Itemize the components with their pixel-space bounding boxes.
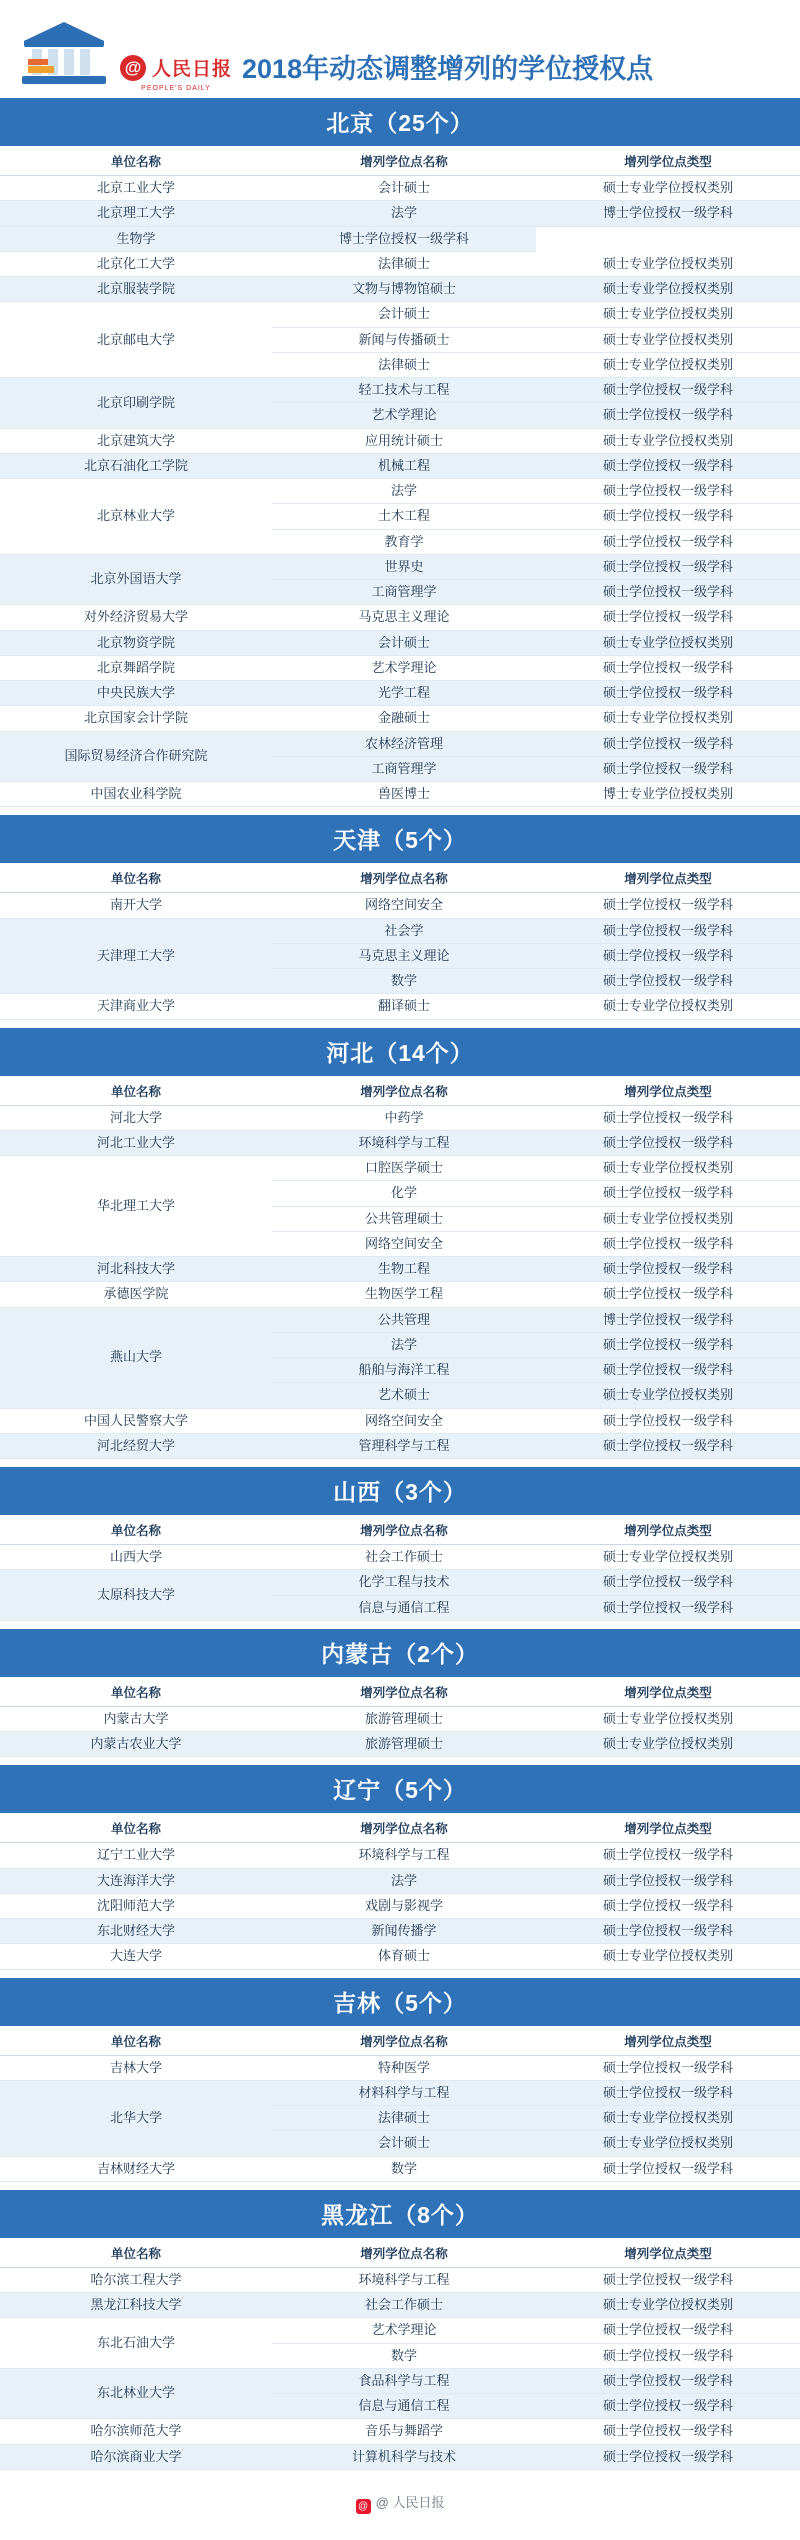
table-row xyxy=(0,277,800,302)
degree-point-type-cell: 硕士专业学位授权类别 xyxy=(536,1944,800,1969)
table-row xyxy=(0,655,800,680)
degree-point-type-cell: 硕士学位授权一级学科 xyxy=(536,918,800,943)
table-row xyxy=(0,731,800,756)
degree-point-name-cell: 旅游管理硕士 xyxy=(272,1706,536,1731)
degree-point-type-cell: 硕士专业学位授权类别 xyxy=(536,2131,800,2156)
table-row xyxy=(0,918,800,943)
degree-point-type-cell: 硕士学位授权一级学科 xyxy=(536,479,800,504)
table-row xyxy=(0,1868,800,1893)
unit-name-cell: 太原科技大学 xyxy=(0,1570,272,1621)
degree-point-name-cell: 机械工程 xyxy=(272,453,536,478)
unit-name-cell: 哈尔滨工程大学 xyxy=(0,2267,272,2292)
degree-point-name-cell: 食品科学与工程 xyxy=(272,2368,536,2393)
section-spacer xyxy=(0,1020,800,1028)
degree-point-name-cell: 农林经济管理 xyxy=(272,731,536,756)
unit-name-cell: 吉林大学 xyxy=(0,2055,272,2080)
degree-point-type-cell: 硕士专业学位授权类别 xyxy=(536,1545,800,1570)
degree-point-type-cell: 硕士学位授权一级学科 xyxy=(536,731,800,756)
unit-name-cell: 中国农业科学院 xyxy=(0,782,272,807)
degree-point-name-cell: 新闻传播学 xyxy=(272,1919,536,1944)
table-row xyxy=(0,1570,800,1595)
degree-point-type-cell: 硕士专业学位授权类别 xyxy=(536,327,800,352)
unit-name-cell: 内蒙古大学 xyxy=(0,1706,272,1731)
section-spacer xyxy=(0,1621,800,1629)
degree-point-type-cell: 硕士学位授权一级学科 xyxy=(536,2343,800,2368)
province-band: 辽宁（5个） xyxy=(0,1765,800,1813)
unit-name-cell: 北京服装学院 xyxy=(0,277,272,302)
unit-name-cell: 北京外国语大学 xyxy=(0,554,272,605)
degree-point-type-cell: 硕士专业学位授权类别 xyxy=(536,1383,800,1408)
column-header: 增列学位点名称 xyxy=(272,146,536,176)
degree-point-name-cell: 体育硕士 xyxy=(272,1944,536,1969)
degree-point-type-cell: 硕士学位授权一级学科 xyxy=(536,1595,800,1620)
brand-subtitle: PEOPLE'S DAILY xyxy=(141,85,211,92)
degree-point-name-cell: 信息与通信工程 xyxy=(272,2394,536,2419)
column-header: 增列学位点类型 xyxy=(536,1677,800,1707)
degree-point-type-cell: 博士学位授权一级学科 xyxy=(272,226,536,251)
table-row xyxy=(0,1732,800,1757)
degree-point-type-cell: 硕士学位授权一级学科 xyxy=(536,1282,800,1307)
degree-point-name-cell: 世界史 xyxy=(272,554,536,579)
brand-block xyxy=(120,54,232,92)
column-header: 增列学位点名称 xyxy=(272,1677,536,1707)
degree-point-type-cell: 硕士学位授权一级学科 xyxy=(536,1919,800,1944)
unit-name-cell: 东北石油大学 xyxy=(0,2318,272,2369)
degree-point-type-cell: 硕士专业学位授权类别 xyxy=(536,277,800,302)
table-row xyxy=(0,1433,800,1458)
degree-point-name-cell: 环境科学与工程 xyxy=(272,1130,536,1155)
degree-point-name-cell: 艺术学理论 xyxy=(272,403,536,428)
degree-point-type-cell: 博士专业学位授权类别 xyxy=(536,782,800,807)
degree-point-name-cell: 信息与通信工程 xyxy=(272,1595,536,1620)
at-icon: @ xyxy=(120,55,146,81)
province-band: 内蒙古（2个） xyxy=(0,1629,800,1677)
weibo-icon: @ xyxy=(356,2499,371,2514)
province-table xyxy=(0,1813,800,1969)
degree-point-type-cell: 硕士学位授权一级学科 xyxy=(536,1231,800,1256)
table-row xyxy=(0,1843,800,1868)
column-header: 增列学位点类型 xyxy=(536,1813,800,1843)
degree-point-name-cell: 会计硕士 xyxy=(272,302,536,327)
degree-point-type-cell: 硕士学位授权一级学科 xyxy=(536,1332,800,1357)
degree-point-type-cell: 硕士学位授权一级学科 xyxy=(536,605,800,630)
degree-point-type-cell: 硕士学位授权一级学科 xyxy=(536,2318,800,2343)
degree-point-name-cell: 兽医博士 xyxy=(272,782,536,807)
degree-point-type-cell: 硕士专业学位授权类别 xyxy=(536,352,800,377)
province-band: 黑龙江（8个） xyxy=(0,2190,800,2238)
unit-name-cell: 南开大学 xyxy=(0,893,272,918)
degree-point-type-cell: 硕士学位授权一级学科 xyxy=(536,1408,800,1433)
degree-point-type-cell: 硕士专业学位授权类别 xyxy=(536,2293,800,2318)
degree-point-type-cell: 硕士学位授权一级学科 xyxy=(536,554,800,579)
column-header: 增列学位点类型 xyxy=(536,146,800,176)
degree-point-type-cell: 博士学位授权一级学科 xyxy=(536,201,800,226)
degree-point-name-cell: 会计硕士 xyxy=(272,176,536,201)
column-header: 增列学位点名称 xyxy=(272,1076,536,1106)
degree-point-name-cell: 社会学 xyxy=(272,918,536,943)
column-header: 单位名称 xyxy=(0,2238,272,2268)
unit-name-cell: 哈尔滨师范大学 xyxy=(0,2419,272,2444)
table-row xyxy=(0,302,800,327)
degree-point-type-cell: 硕士专业学位授权类别 xyxy=(536,1206,800,1231)
degree-point-name-cell: 新闻与传播硕士 xyxy=(272,327,536,352)
degree-point-name-cell: 马克思主义理论 xyxy=(272,943,536,968)
degree-point-name-cell: 计算机科学与技术 xyxy=(272,2444,536,2469)
section-spacer xyxy=(0,1459,800,1467)
degree-point-type-cell: 硕士专业学位授权类别 xyxy=(536,1706,800,1731)
degree-point-type-cell: 硕士学位授权一级学科 xyxy=(536,1868,800,1893)
province-table xyxy=(0,146,800,807)
unit-name-cell: 北京邮电大学 xyxy=(0,302,272,378)
column-header: 增列学位点名称 xyxy=(272,1813,536,1843)
degree-point-type-cell: 硕士专业学位授权类别 xyxy=(536,1732,800,1757)
column-header: 单位名称 xyxy=(0,863,272,893)
page-title: 2018年动态调整增列的学位授权点 xyxy=(242,54,654,84)
table-row xyxy=(0,1257,800,1282)
unit-name-cell: 天津商业大学 xyxy=(0,994,272,1019)
table-row xyxy=(0,681,800,706)
unit-name-cell: 北京林业大学 xyxy=(0,479,272,555)
unit-name-cell: 东北财经大学 xyxy=(0,1919,272,1944)
degree-point-name-cell: 船舶与海洋工程 xyxy=(272,1358,536,1383)
section-spacer xyxy=(0,2182,800,2190)
masthead xyxy=(0,0,800,98)
degree-point-type-cell: 硕士学位授权一级学科 xyxy=(536,2080,800,2105)
column-header: 单位名称 xyxy=(0,1813,272,1843)
degree-point-name-cell: 会计硕士 xyxy=(272,630,536,655)
province-table xyxy=(0,2238,800,2470)
degree-point-name-cell: 土木工程 xyxy=(272,504,536,529)
degree-point-name-cell: 音乐与舞蹈学 xyxy=(272,2419,536,2444)
people-daily-logo xyxy=(18,14,110,92)
table-row xyxy=(0,2368,800,2393)
degree-point-name-cell: 教育学 xyxy=(272,529,536,554)
table-row xyxy=(0,630,800,655)
degree-point-type-cell: 硕士学位授权一级学科 xyxy=(536,1358,800,1383)
unit-name-cell: 河北科技大学 xyxy=(0,1257,272,1282)
section-spacer xyxy=(0,807,800,815)
degree-point-name-cell: 中药学 xyxy=(272,1105,536,1130)
table-row xyxy=(0,479,800,504)
degree-point-name-cell: 材料科学与工程 xyxy=(272,2080,536,2105)
degree-point-type-cell: 硕士学位授权一级学科 xyxy=(536,969,800,994)
degree-point-type-cell: 硕士学位授权一级学科 xyxy=(536,504,800,529)
degree-point-name-cell: 口腔医学硕士 xyxy=(272,1156,536,1181)
degree-point-type-cell: 硕士学位授权一级学科 xyxy=(536,2267,800,2292)
degree-point-name-cell: 艺术硕士 xyxy=(272,1383,536,1408)
degree-point-name-cell: 法律硕士 xyxy=(272,352,536,377)
table-row xyxy=(0,706,800,731)
degree-point-type-cell: 硕士学位授权一级学科 xyxy=(536,681,800,706)
table-row xyxy=(0,201,800,226)
table-row xyxy=(0,1130,800,1155)
degree-point-type-cell: 硕士学位授权一级学科 xyxy=(536,2394,800,2419)
unit-name-cell: 河北大学 xyxy=(0,1105,272,1130)
degree-point-type-cell: 硕士学位授权一级学科 xyxy=(536,2419,800,2444)
column-header: 单位名称 xyxy=(0,1677,272,1707)
degree-point-name-cell: 文物与博物馆硕士 xyxy=(272,277,536,302)
column-header: 增列学位点类型 xyxy=(536,2238,800,2268)
degree-point-type-cell: 硕士学位授权一级学科 xyxy=(536,403,800,428)
degree-point-name-cell: 网络空间安全 xyxy=(272,893,536,918)
degree-point-name-cell: 数学 xyxy=(272,2343,536,2368)
table-row xyxy=(0,1408,800,1433)
unit-name-cell: 河北工业大学 xyxy=(0,1130,272,1155)
degree-point-type-cell: 博士学位授权一级学科 xyxy=(536,1307,800,1332)
unit-name-cell: 山西大学 xyxy=(0,1545,272,1570)
unit-name-cell: 沈阳师范大学 xyxy=(0,1893,272,1918)
degree-point-name-cell: 翻译硕士 xyxy=(272,994,536,1019)
unit-name-cell: 北京工业大学 xyxy=(0,176,272,201)
degree-point-name-cell: 环境科学与工程 xyxy=(272,1843,536,1868)
degree-point-type-cell: 硕士学位授权一级学科 xyxy=(536,2368,800,2393)
unit-name-cell: 河北经贸大学 xyxy=(0,1433,272,1458)
unit-name-cell: 天津理工大学 xyxy=(0,918,272,994)
province-table xyxy=(0,2026,800,2182)
section-spacer xyxy=(0,1970,800,1978)
degree-point-type-cell: 硕士学位授权一级学科 xyxy=(536,1130,800,1155)
degree-point-name-cell: 法学 xyxy=(272,1868,536,1893)
degree-point-name-cell: 数学 xyxy=(272,969,536,994)
degree-point-type-cell: 硕士学位授权一级学科 xyxy=(536,756,800,781)
column-header: 增列学位点名称 xyxy=(272,2238,536,2268)
column-header: 增列学位点名称 xyxy=(272,2026,536,2056)
degree-point-type-cell: 硕士学位授权一级学科 xyxy=(536,378,800,403)
unit-name-cell: 北京理工大学 xyxy=(0,201,272,226)
degree-point-name-cell: 公共管理硕士 xyxy=(272,1206,536,1231)
column-header: 单位名称 xyxy=(0,1515,272,1545)
unit-name-cell: 北京舞蹈学院 xyxy=(0,655,272,680)
unit-name-cell: 北京国家会计学院 xyxy=(0,706,272,731)
unit-name-cell: 国际贸易经济合作研究院 xyxy=(0,731,272,782)
province-table xyxy=(0,1076,800,1460)
degree-point-name-cell: 网络空间安全 xyxy=(272,1408,536,1433)
unit-name-cell: 北京石油化工学院 xyxy=(0,453,272,478)
degree-point-type-cell: 硕士学位授权一级学科 xyxy=(536,2156,800,2181)
degree-point-name-cell: 公共管理 xyxy=(272,1307,536,1332)
table-row xyxy=(0,1105,800,1130)
degree-point-type-cell: 硕士专业学位授权类别 xyxy=(536,176,800,201)
province-band: 山西（3个） xyxy=(0,1467,800,1515)
province-table xyxy=(0,863,800,1019)
table-row xyxy=(0,1919,800,1944)
unit-name-cell: 辽宁工业大学 xyxy=(0,1843,272,1868)
unit-name-cell: 燕山大学 xyxy=(0,1307,272,1408)
table-row xyxy=(0,1307,800,1332)
unit-name-cell: 中央民族大学 xyxy=(0,681,272,706)
degree-point-name-cell: 社会工作硕士 xyxy=(272,1545,536,1570)
table-row xyxy=(0,605,800,630)
table-row xyxy=(0,2080,800,2105)
column-header: 单位名称 xyxy=(0,146,272,176)
table-row xyxy=(0,2156,800,2181)
degree-point-name-cell: 法律硕士 xyxy=(272,251,536,276)
building-icon xyxy=(18,16,110,90)
table-row xyxy=(0,1706,800,1731)
degree-point-type-cell: 硕士学位授权一级学科 xyxy=(536,580,800,605)
degree-point-type-cell: 硕士学位授权一级学科 xyxy=(536,1893,800,1918)
unit-name-cell: 内蒙古农业大学 xyxy=(0,1732,272,1757)
column-header: 增列学位点类型 xyxy=(536,2026,800,2056)
degree-point-type-cell: 硕士学位授权一级学科 xyxy=(536,943,800,968)
province-band: 北京（25个） xyxy=(0,98,800,146)
degree-point-type-cell: 硕士专业学位授权类别 xyxy=(536,2106,800,2131)
table-row xyxy=(0,2444,800,2469)
column-header: 增列学位点类型 xyxy=(536,1515,800,1545)
unit-name-cell: 承德医学院 xyxy=(0,1282,272,1307)
table-row xyxy=(0,1545,800,1570)
degree-point-name-cell: 工商管理学 xyxy=(272,756,536,781)
province-table xyxy=(0,1515,800,1621)
unit-name-cell: 大连海洋大学 xyxy=(0,1868,272,1893)
degree-point-name-cell: 数学 xyxy=(272,2156,536,2181)
degree-point-name-cell: 马克思主义理论 xyxy=(272,605,536,630)
degree-point-name-cell: 生物工程 xyxy=(272,1257,536,1282)
table-row xyxy=(0,1282,800,1307)
section-spacer xyxy=(0,1757,800,1765)
degree-point-type-cell: 硕士学位授权一级学科 xyxy=(536,2444,800,2469)
degree-point-name-cell: 法学 xyxy=(272,1332,536,1357)
degree-point-name-cell: 法学 xyxy=(272,479,536,504)
degree-point-name-cell: 特种医学 xyxy=(272,2055,536,2080)
unit-name-cell: 北华大学 xyxy=(0,2080,272,2156)
degree-point-name-cell: 化学 xyxy=(272,1181,536,1206)
degree-point-name-cell: 金融硕士 xyxy=(272,706,536,731)
degree-point-type-cell: 硕士专业学位授权类别 xyxy=(536,302,800,327)
degree-point-name-cell: 环境科学与工程 xyxy=(272,2267,536,2292)
degree-point-type-cell: 硕士专业学位授权类别 xyxy=(536,1156,800,1181)
degree-point-name-cell: 艺术学理论 xyxy=(272,655,536,680)
unit-name-cell: 北京印刷学院 xyxy=(0,378,272,429)
table-row xyxy=(0,1156,800,1181)
degree-point-name-cell: 网络空间安全 xyxy=(272,1231,536,1256)
degree-point-type-cell: 硕士学位授权一级学科 xyxy=(536,1570,800,1595)
degree-point-type-cell: 硕士学位授权一级学科 xyxy=(536,1843,800,1868)
unit-name-cell: 中国人民警察大学 xyxy=(0,1408,272,1433)
degree-point-type-cell: 硕士专业学位授权类别 xyxy=(536,706,800,731)
degree-point-type-cell: 硕士学位授权一级学科 xyxy=(536,655,800,680)
degree-point-type-cell: 硕士专业学位授权类别 xyxy=(536,630,800,655)
degree-point-type-cell: 硕士专业学位授权类别 xyxy=(536,994,800,1019)
table-row xyxy=(0,782,800,807)
table-row xyxy=(0,378,800,403)
degree-point-type-cell: 硕士学位授权一级学科 xyxy=(536,1105,800,1130)
degree-point-name-cell: 法律硕士 xyxy=(272,2106,536,2131)
table-row xyxy=(0,176,800,201)
degree-point-name-cell: 旅游管理硕士 xyxy=(272,1732,536,1757)
table-row xyxy=(0,2267,800,2292)
section-spacer xyxy=(0,2470,800,2478)
degree-point-name-cell: 工商管理学 xyxy=(272,580,536,605)
degree-point-type-cell: 硕士专业学位授权类别 xyxy=(536,251,800,276)
table-row xyxy=(0,893,800,918)
column-header: 单位名称 xyxy=(0,2026,272,2056)
degree-point-type-cell: 硕士学位授权一级学科 xyxy=(536,893,800,918)
table-row xyxy=(0,2293,800,2318)
province-band: 吉林（5个） xyxy=(0,1978,800,2026)
footer xyxy=(0,2478,800,2530)
degree-point-name-cell: 社会工作硕士 xyxy=(272,2293,536,2318)
province-table xyxy=(0,1677,800,1758)
degree-point-name-cell: 管理科学与工程 xyxy=(272,1433,536,1458)
degree-point-type-cell: 硕士学位授权一级学科 xyxy=(536,453,800,478)
degree-point-type-cell: 硕士专业学位授权类别 xyxy=(536,428,800,453)
degree-point-name-cell: 生物学 xyxy=(0,226,272,251)
degree-point-name-cell: 轻工技术与工程 xyxy=(272,378,536,403)
column-header: 增列学位点类型 xyxy=(536,863,800,893)
brand-name: 人民日报 xyxy=(152,59,233,80)
table-row xyxy=(0,251,800,276)
unit-name-cell: 北京物资学院 xyxy=(0,630,272,655)
table-row xyxy=(0,226,800,251)
column-header: 增列学位点类型 xyxy=(536,1076,800,1106)
unit-name-cell: 北京化工大学 xyxy=(0,251,272,276)
degree-point-type-cell: 硕士学位授权一级学科 xyxy=(536,1433,800,1458)
unit-name-cell: 对外经济贸易大学 xyxy=(0,605,272,630)
province-band: 天津（5个） xyxy=(0,815,800,863)
table-row xyxy=(0,554,800,579)
degree-point-name-cell: 应用统计硕士 xyxy=(272,428,536,453)
degree-point-name-cell: 艺术学理论 xyxy=(272,2318,536,2343)
table-row xyxy=(0,428,800,453)
table-row xyxy=(0,994,800,1019)
column-header: 增列学位点名称 xyxy=(272,863,536,893)
degree-point-type-cell: 硕士学位授权一级学科 xyxy=(536,1257,800,1282)
unit-name-cell: 东北林业大学 xyxy=(0,2368,272,2419)
province-band: 河北（14个） xyxy=(0,1028,800,1076)
degree-point-name-cell: 生物医学工程 xyxy=(272,1282,536,1307)
table-row xyxy=(0,1944,800,1969)
degree-point-type-cell: 硕士学位授权一级学科 xyxy=(536,2055,800,2080)
unit-name-cell: 黑龙江科技大学 xyxy=(0,2293,272,2318)
table-row xyxy=(0,2318,800,2343)
degree-point-type-cell: 硕士学位授权一级学科 xyxy=(536,1181,800,1206)
sections-container xyxy=(0,98,800,2478)
degree-point-name-cell: 法学 xyxy=(272,201,536,226)
column-header: 单位名称 xyxy=(0,1076,272,1106)
table-row xyxy=(0,453,800,478)
unit-name-cell: 华北理工大学 xyxy=(0,1156,272,1257)
unit-name-cell: 大连大学 xyxy=(0,1944,272,1969)
degree-point-name-cell: 会计硕士 xyxy=(272,2131,536,2156)
degree-point-name-cell: 戏剧与影视学 xyxy=(272,1893,536,1918)
footer-text: @ 人民日报 xyxy=(375,2494,445,2510)
column-header: 增列学位点名称 xyxy=(272,1515,536,1545)
unit-name-cell: 北京建筑大学 xyxy=(0,428,272,453)
unit-name-cell: 吉林财经大学 xyxy=(0,2156,272,2181)
unit-name-cell: 哈尔滨商业大学 xyxy=(0,2444,272,2469)
degree-point-type-cell: 硕士学位授权一级学科 xyxy=(536,529,800,554)
table-row xyxy=(0,1893,800,1918)
table-row xyxy=(0,2055,800,2080)
degree-point-name-cell: 化学工程与技术 xyxy=(272,1570,536,1595)
degree-point-name-cell: 光学工程 xyxy=(272,681,536,706)
